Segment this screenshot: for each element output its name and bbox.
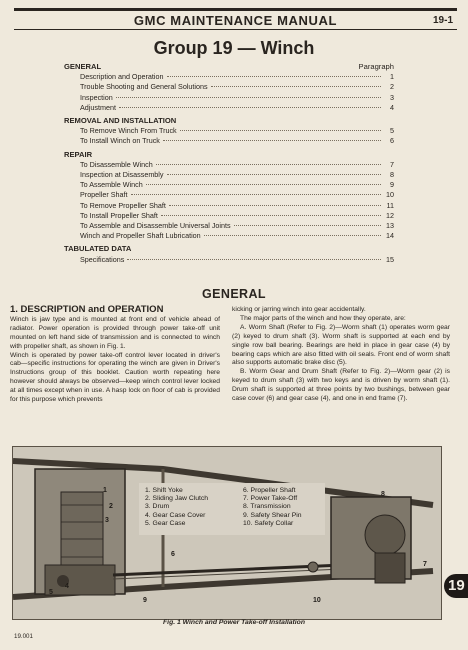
toc-leader-dots	[127, 259, 381, 260]
toc-leader-dots	[146, 184, 381, 185]
toc-paragraph-number: 3	[390, 92, 394, 102]
paragraph: A. Worm Shaft (Refer to Fig. 2)—Worm shaft (1) operates worm gear (2) keyed to drum shaft (3). Worm shaft is supported at each end by single row ball bearing. Bearings are held in place in gear case (4) by bearing caps which are also fitted with oil seals. Front end of worm shaft also supports automatic brake disc (5).	[232, 323, 450, 367]
section-tab: 19	[444, 574, 468, 598]
callout-6: 6	[171, 551, 175, 558]
legend-item: 1. Shift Yoke	[145, 487, 183, 494]
toc-entry	[64, 190, 394, 200]
callout-3: 3	[105, 517, 109, 524]
toc-entry	[64, 82, 394, 92]
figure-legend-right	[243, 487, 302, 528]
toc-section-heading	[64, 244, 394, 254]
right-column	[232, 306, 450, 404]
toc-leader-dots	[167, 76, 381, 77]
toc-paragraph-number: 6	[390, 136, 394, 146]
figure-caption: Fig. 1 Winch and Power Take-off Installation	[163, 619, 305, 626]
left-column	[10, 306, 220, 405]
toc-leader-dots	[211, 86, 381, 87]
toc-paragraph-number: 8	[390, 170, 394, 180]
legend-item: 4. Gear Case Cover	[145, 511, 206, 519]
callout-8: 8	[381, 491, 385, 498]
toc-section-heading	[64, 62, 394, 72]
callout-9: 9	[143, 597, 147, 604]
toc-column-label: Paragraph	[358, 62, 394, 71]
toc-paragraph-number: 14	[386, 231, 394, 241]
toc-entry	[64, 221, 394, 231]
toc-entry-label: To Remove Winch From Truck	[80, 126, 177, 136]
toc-leader-dots	[131, 194, 381, 195]
callout-5: 5	[49, 589, 53, 596]
legend-item: 7. Power Take-Off	[243, 495, 298, 503]
toc-entry	[64, 201, 394, 211]
legend-item: 6. Propeller Shaft	[243, 487, 296, 494]
toc-leader-dots	[234, 225, 381, 226]
toc-leader-dots	[156, 164, 381, 165]
paragraph: kicking or jarring winch into gear accidentally.	[232, 306, 366, 313]
general-heading: GENERAL	[202, 287, 266, 301]
callout-4: 4	[65, 583, 69, 590]
paragraph: B. Worm Gear and Drum Shaft (Refer to Fig. 2)—Worm gear (2) is keyed to drum shaft (3) with two keys and is driven by worm shaft (1). Drum shaft is supported at three points by two bushings, between gear case cover (6) and gear case (4), and one in end frame (7).	[232, 368, 450, 403]
toc-entry-label: Adjustment	[80, 102, 116, 112]
toc-section-title: REPAIR	[64, 149, 93, 159]
toc-entry	[64, 160, 394, 170]
toc-entry-label: Propeller Shaft	[80, 190, 128, 200]
legend-item: 5. Gear Case	[145, 519, 186, 527]
winch-installation-figure	[12, 446, 442, 620]
toc-leader-dots	[161, 215, 381, 216]
callout-7: 7	[423, 561, 427, 568]
paragraph: Winch is jaw type and is mounted at front end of vehicle ahead of radiator. Power operation is provided through power take-off unit mounted on left hand side of transmission and is connected to winch with propeller shaft, as shown in Fig. 1.	[10, 315, 220, 350]
toc-entry	[64, 231, 394, 241]
winch-drawing	[13, 447, 441, 619]
toc-paragraph-number: 15	[386, 254, 394, 264]
group-title: Group 19 — Winch	[153, 38, 315, 58]
toc-entry	[64, 93, 394, 103]
toc-entry-label: Winch and Propeller Shaft Lubrication	[80, 231, 201, 241]
toc-entry-label: To Remove Propeller Shaft	[80, 200, 166, 210]
toc-section-heading	[64, 116, 394, 126]
toc-section-title: TABULATED DATA	[64, 244, 132, 254]
callout-1: 1	[103, 487, 107, 494]
callout-10: 10	[313, 597, 321, 604]
toc-section-title: REMOVAL AND INSTALLATION	[64, 116, 177, 126]
toc-leader-dots	[180, 130, 381, 131]
legend-item: 8. Transmission	[243, 503, 291, 511]
toc-paragraph-number: 12	[386, 210, 394, 220]
legend-item: 3. Drum	[145, 503, 170, 511]
toc-entry-label: Inspection at Disassembly	[80, 170, 164, 180]
toc-paragraph-number: 11	[386, 200, 394, 210]
toc-entry	[64, 103, 394, 113]
toc-entry	[64, 180, 394, 190]
toc-entry-label: To Disassemble Winch	[80, 159, 153, 169]
toc-entry	[64, 136, 394, 146]
toc-entry-label: Inspection	[80, 92, 113, 102]
toc-leader-dots	[169, 205, 381, 206]
manual-title: GMC MAINTENANCE MANUAL	[133, 12, 338, 28]
toc-paragraph-number: 4	[390, 102, 394, 112]
toc-entry	[64, 255, 394, 265]
toc-paragraph-number: 5	[390, 126, 394, 136]
toc-entry-label: Trouble Shooting and General Solutions	[80, 82, 208, 92]
legend-item: 9. Safety Shear Pin	[243, 511, 302, 519]
toc-paragraph-number: 13	[386, 221, 394, 231]
toc-entry-label: To Install Winch on Truck	[80, 136, 160, 146]
toc-entry-label: To Install Propeller Shaft	[80, 210, 158, 220]
callout-2: 2	[109, 503, 113, 510]
toc-section-heading	[64, 150, 394, 160]
legend-item: 2. Sliding Jaw Clutch	[145, 495, 209, 503]
section-heading: 1. DESCRIPTION and OPERATION	[10, 304, 164, 315]
toc-paragraph-number: 1	[390, 72, 394, 82]
toc-entry	[64, 126, 394, 136]
toc-leader-dots	[167, 174, 382, 175]
toc-entry-label: To Assemble Winch	[80, 180, 143, 190]
running-header	[14, 8, 457, 30]
figure-legend-left	[145, 487, 208, 528]
page-footer: 19.001	[14, 633, 33, 640]
toc-entry	[64, 211, 394, 221]
toc-leader-dots	[204, 235, 381, 236]
toc-leader-dots	[119, 107, 381, 108]
toc-entry-label: Specifications	[80, 254, 125, 264]
toc-entry	[64, 72, 394, 82]
toc-entry-label: To Assemble and Disassemble Universal Joints	[80, 221, 231, 231]
table-of-contents	[64, 62, 394, 265]
paragraph: Winch is operated by power take-off control lever located in driver's cab—specific instructions for operating the winch are given in Driver's Instructions group of this booklet. Caution worth repeating here however should always be observed—keep winch control lever locked at all times except when in use. A hasp lock on floor of cab is provided for this purpose which prevents	[10, 351, 220, 404]
paragraph: The major parts of the winch and how they operate, are:	[240, 314, 406, 322]
legend-item: 10. Safety Collar	[243, 519, 294, 527]
toc-entry-label: Description and Operation	[80, 72, 164, 82]
toc-paragraph-number: 9	[390, 180, 394, 190]
page-number: 19-1	[432, 14, 453, 26]
toc-paragraph-number: 2	[390, 82, 394, 92]
toc-leader-dots	[163, 140, 381, 141]
toc-section-title: GENERAL	[64, 62, 102, 71]
toc-paragraph-number: 10	[386, 190, 394, 200]
toc-entry	[64, 170, 394, 180]
toc-leader-dots	[116, 97, 381, 98]
toc-paragraph-number: 7	[390, 159, 394, 169]
